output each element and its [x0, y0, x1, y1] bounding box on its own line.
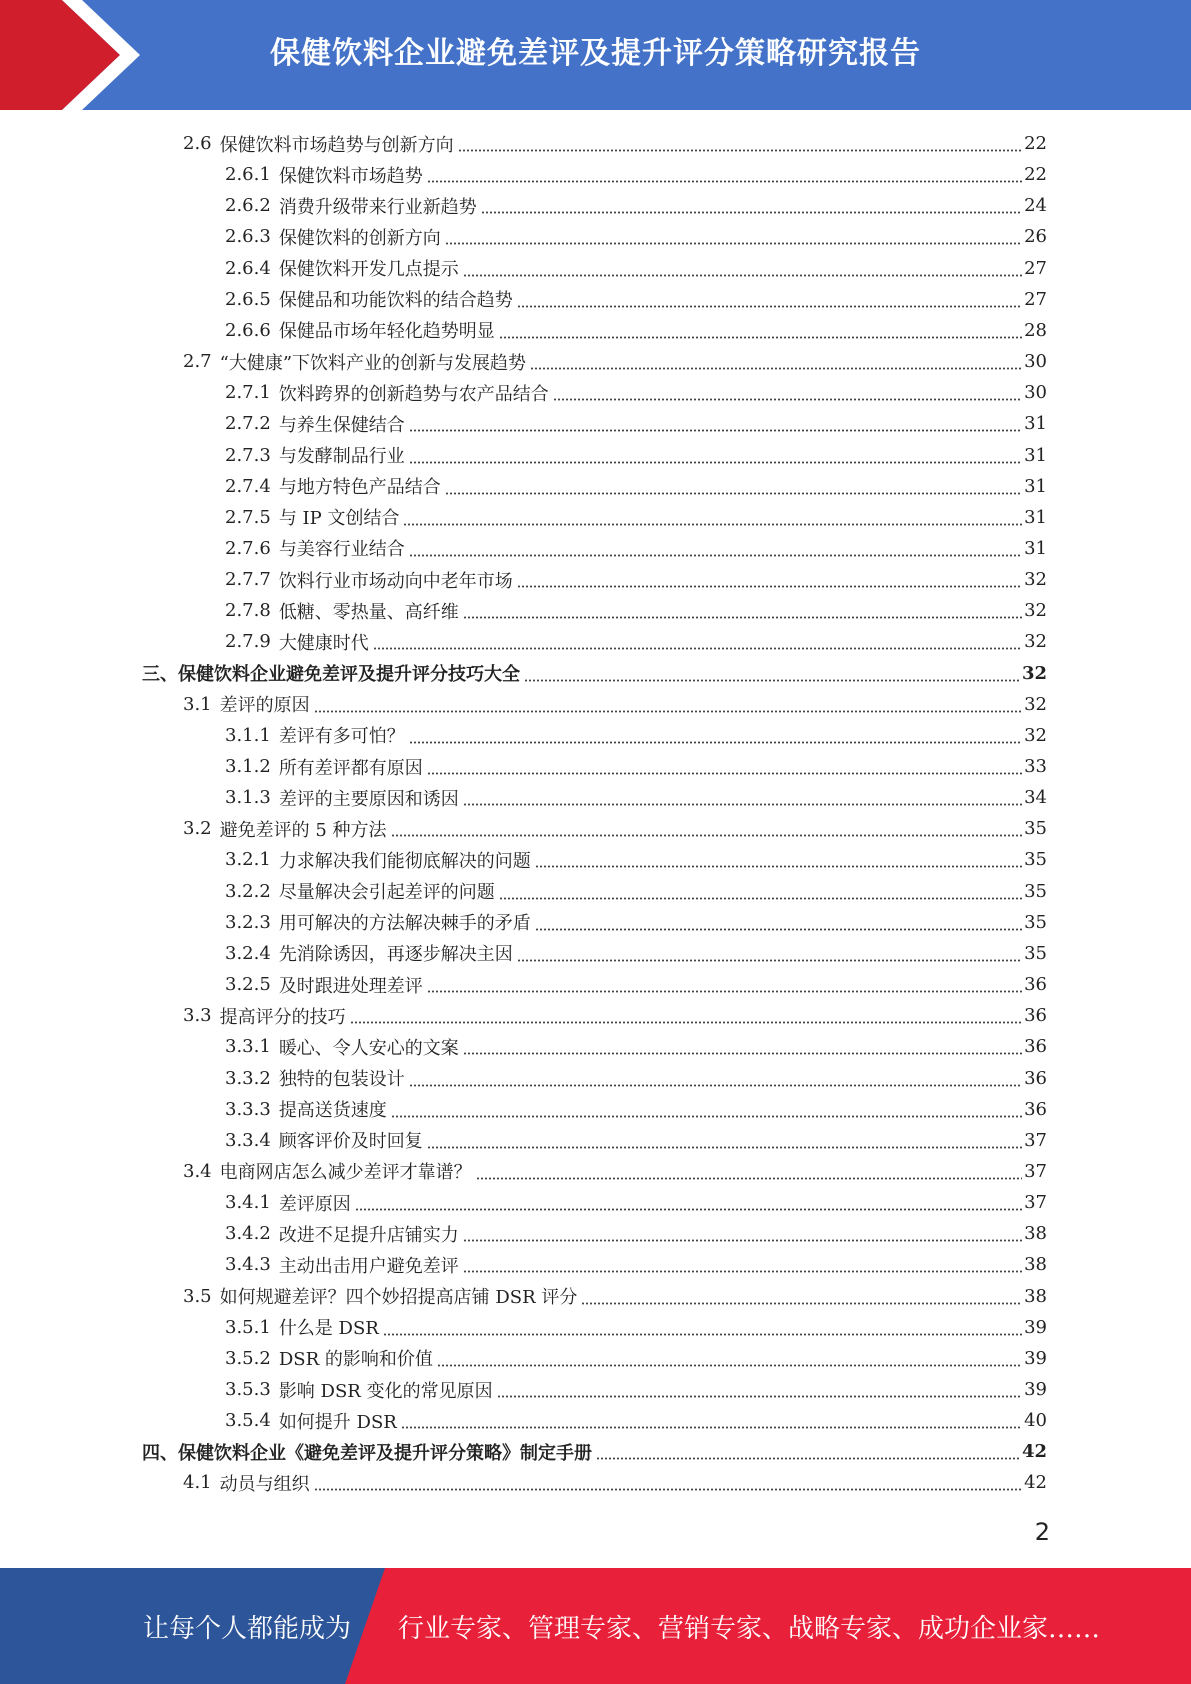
toc-dot-leader [350, 1006, 1022, 1024]
toc-dot-leader [437, 1349, 1022, 1367]
toc-entry-title: 差评有多可怕？ [278, 726, 405, 748]
toc-entry-page: 35 [1024, 911, 1047, 933]
toc-dot-leader [535, 913, 1022, 931]
toc-dot-leader [458, 134, 1022, 152]
toc-entry[interactable] [225, 969, 1047, 1000]
toc-entry-title: 保健饮料的创新方向 [278, 227, 441, 249]
toc-dot-leader [314, 1473, 1022, 1491]
toc-dot-leader [445, 227, 1022, 245]
toc-dot-leader [530, 352, 1022, 370]
toc-entry-title: 与美容行业结合 [278, 539, 405, 561]
toc-entry-title: 保健饮料市场趋势 [278, 165, 423, 187]
toc-entry[interactable] [225, 876, 1047, 907]
toc-dot-leader [463, 259, 1022, 277]
toc-entry[interactable] [225, 907, 1047, 938]
toc-entry-number: 3.5 [183, 1285, 212, 1307]
toc-entry-number: 2.6.5 [225, 288, 271, 310]
toc-entry-number: 2.6.1 [225, 164, 271, 186]
toc-entry-page: 37 [1024, 1129, 1047, 1151]
toc-dot-leader [409, 1069, 1022, 1087]
toc-entry-page: 42 [1021, 1441, 1047, 1463]
toc-entry-page: 22 [1024, 133, 1047, 154]
toc-entry-number: 2.7.7 [225, 569, 271, 591]
toc-entry-page: 32 [1024, 631, 1047, 653]
toc-entry-number: 3.3.1 [225, 1036, 271, 1058]
toc-entry[interactable] [225, 159, 1047, 190]
toc-entry-number: 2.7.5 [225, 506, 271, 528]
toc-entry[interactable] [225, 502, 1047, 533]
toc-entry-title: 提高送货速度 [278, 1100, 387, 1122]
toc-entry-number: 3.3.3 [225, 1098, 271, 1120]
toc-entry-title: 暖心、令人安心的文案 [278, 1037, 459, 1059]
toc-entry-page: 36 [1024, 1005, 1047, 1027]
toc-entry-title: 什么是 DSR [278, 1318, 379, 1340]
toc-entry-page: 37 [1024, 1160, 1047, 1182]
toc-entry-title: 用可解决的方法解决棘手的矛盾 [278, 913, 531, 935]
toc-entry-number: 3.5.2 [225, 1347, 271, 1369]
toc-entry-page: 27 [1024, 288, 1047, 310]
toc-entry-number: 4.1 [183, 1472, 212, 1494]
toc-dot-leader [427, 975, 1022, 993]
toc-entry-page: 33 [1024, 756, 1047, 777]
toc-entry-title: 独特的包装设计 [278, 1069, 405, 1090]
toc-entry-number: 2.6.4 [225, 257, 271, 279]
toc-entry[interactable] [183, 1156, 1047, 1187]
toc-dot-leader [499, 321, 1022, 339]
toc-entry-title: 消费升级带来行业新趋势 [278, 196, 477, 218]
toc-entry-title: 动员与组织 [219, 1473, 310, 1495]
toc-entry-page: 32 [1024, 600, 1047, 622]
toc-entry-page: 32 [1024, 724, 1047, 746]
toc-dot-leader [463, 1224, 1022, 1242]
toc-dot-leader [497, 1380, 1023, 1398]
toc-entry-page: 24 [1024, 195, 1047, 217]
toc-entry[interactable] [225, 1405, 1047, 1436]
toc-entry[interactable] [225, 720, 1047, 751]
toc-dot-leader [463, 1255, 1022, 1273]
toc-entry-title: 提高评分的技巧 [219, 1006, 346, 1028]
toc-entry[interactable] [225, 1094, 1047, 1125]
toc-entry[interactable] [225, 564, 1047, 595]
toc-entry-number: 3.2.1 [225, 849, 271, 871]
toc-entry-number: 3.1.3 [225, 787, 271, 809]
toc-entry[interactable] [225, 440, 1047, 471]
toc-entry-number: 3.3 [183, 1005, 212, 1027]
toc-entry[interactable] [225, 938, 1047, 969]
footer-slogan-left: 让每个人都能成为 [143, 1614, 352, 1644]
toc-entry-title: 如何提升 DSR [278, 1411, 397, 1433]
toc-entry-title: 及时跟进处理差评 [278, 975, 423, 997]
toc-entry[interactable] [225, 408, 1047, 439]
toc-entry[interactable] [225, 190, 1047, 221]
toc-entry-title: 力求解决我们能彻底解决的问题 [278, 850, 531, 872]
toc-entry[interactable] [225, 1249, 1047, 1280]
toc-entry[interactable] [225, 1031, 1047, 1062]
toc-dot-leader [391, 819, 1023, 837]
toc-entry-page: 31 [1024, 413, 1047, 435]
toc-entry-title: 与养生保健结合 [278, 414, 405, 436]
toc-dot-leader [535, 850, 1022, 868]
toc-entry[interactable] [225, 533, 1047, 564]
toc-entry[interactable] [225, 1312, 1047, 1343]
toc-entry-page: 42 [1024, 1472, 1047, 1494]
toc-dot-leader [476, 1162, 1022, 1180]
toc-dot-leader [517, 570, 1022, 588]
toc-entry[interactable] [183, 346, 1047, 377]
toc-entry-page: 35 [1024, 818, 1047, 840]
toc-entry-number: 3.3.4 [225, 1129, 271, 1151]
toc-entry-page: 36 [1024, 1067, 1047, 1089]
toc-entry-title: 电商网店怎么减少差评才靠谱？ [219, 1162, 472, 1184]
toc-entry-number: 3.2.4 [225, 942, 271, 964]
toc-entry[interactable] [225, 1374, 1047, 1405]
toc-entry[interactable] [225, 1187, 1047, 1218]
toc-entry-page: 37 [1024, 1192, 1047, 1214]
toc-entry-page: 35 [1024, 880, 1047, 902]
toc-entry-number: 3.5.3 [225, 1379, 271, 1400]
toc-dot-leader [391, 1100, 1022, 1118]
toc-entry-page: 28 [1024, 319, 1047, 341]
toc-entry-number: 2.6 [183, 133, 212, 154]
toc-dot-leader [553, 383, 1022, 401]
toc-dot-leader [445, 477, 1022, 495]
footer-slogan-right: 行业专家、管理专家、营销专家、战略专家、成功企业家…… [398, 1614, 1101, 1644]
toc-entry-title: 所有差评都有原因 [278, 757, 423, 779]
toc-entry-number: 2.7.1 [225, 382, 271, 404]
toc-entry-title: 饮料跨界的创新趋势与农产品结合 [278, 383, 549, 405]
toc-entry[interactable] [225, 751, 1047, 782]
toc-dot-leader [383, 1318, 1022, 1336]
toc-dot-leader [463, 788, 1022, 806]
toc-entry-page: 38 [1024, 1285, 1047, 1307]
toc-entry-number: 3.1.1 [225, 724, 271, 746]
toc-entry-page: 35 [1024, 942, 1047, 964]
page-footer [0, 1568, 1191, 1684]
toc-dot-leader [314, 695, 1022, 713]
toc-entry-title: 保健品和功能饮料的结合趋势 [278, 290, 513, 312]
toc-entry[interactable] [183, 1000, 1047, 1031]
toc-entry-page: 26 [1024, 226, 1047, 248]
toc-entry[interactable] [225, 595, 1047, 626]
toc-entry-title: 保健品市场年轻化趋势明显 [278, 321, 495, 343]
page-header [0, 0, 1191, 110]
toc-entry-title: 饮料行业市场动向中老年市场 [278, 570, 513, 592]
toc-dot-leader [427, 1131, 1022, 1149]
toc-entry-page: 38 [1024, 1254, 1047, 1276]
toc-dot-leader [409, 539, 1022, 557]
toc-dot-leader [463, 601, 1022, 619]
toc-entry-page: 31 [1024, 537, 1047, 559]
toc-entry[interactable] [225, 1125, 1047, 1156]
toc-entry-number: 2.6.2 [225, 195, 271, 217]
toc-entry-number: 2.7.8 [225, 600, 271, 622]
toc-entry[interactable] [225, 782, 1047, 813]
toc-entry-page: 39 [1024, 1347, 1047, 1369]
toc-entry-title: 与 IP 文创结合 [278, 508, 400, 530]
toc-dot-leader [524, 664, 1020, 682]
toc-entry-title: 差评的主要原因和诱因 [278, 788, 459, 810]
toc-entry-number: 2.6.6 [225, 319, 271, 341]
toc-dot-leader [427, 757, 1022, 775]
toc-entry-number: 2.7.2 [225, 413, 271, 435]
toc-dot-leader [427, 165, 1022, 183]
toc-entry[interactable] [225, 253, 1047, 284]
toc-dot-leader [409, 446, 1022, 464]
toc-entry-page: 34 [1024, 787, 1047, 809]
toc-entry[interactable] [225, 844, 1047, 875]
toc-entry[interactable] [225, 377, 1047, 408]
toc-entry[interactable] [225, 284, 1047, 315]
toc-entry-page: 38 [1024, 1223, 1047, 1245]
toc-entry-title: 顾客评价及时回复 [278, 1131, 423, 1153]
toc-entry[interactable] [225, 626, 1047, 657]
toc-dot-leader [463, 1037, 1022, 1055]
toc-entry-number: 2.7.9 [225, 631, 271, 653]
toc-entry[interactable] [183, 689, 1047, 720]
toc-entry-page: 40 [1024, 1410, 1047, 1432]
toc-entry-title: 保健饮料开发几点提示 [278, 259, 459, 281]
toc-entry-title: 保健饮料市场趋势与创新方向 [219, 134, 454, 156]
toc-entry-page: 32 [1024, 693, 1047, 715]
toc-entry-title: “大健康”下饮料产业的创新与发展趋势 [219, 352, 527, 374]
toc-entry-number: 2.6.3 [225, 226, 271, 248]
toc-dot-leader [499, 882, 1022, 900]
toc-entry-title: 改进不足提升店铺实力 [278, 1224, 459, 1246]
toc-entry-number: 3.5.4 [225, 1410, 271, 1432]
toc-entry-title: 大健康时代 [278, 632, 369, 654]
toc-entry-title: 主动出击用户避免差评 [278, 1255, 459, 1277]
toc-dot-leader [517, 290, 1022, 308]
toc-dot-leader [373, 632, 1022, 650]
report-title: 保健饮料企业避免差评及提升评分策略研究报告 [270, 36, 921, 71]
toc-dot-leader [401, 1411, 1022, 1429]
toc-entry-number: 3.4 [183, 1160, 212, 1182]
toc-dot-leader [481, 196, 1022, 214]
toc-entry-number: 3.2.2 [225, 880, 271, 902]
toc-entry-title: 先消除诱因，再逐步解决主因 [278, 944, 513, 966]
toc-entry[interactable] [142, 1436, 1047, 1467]
toc-entry-page: 36 [1024, 974, 1047, 996]
toc-entry-number: 3.3.2 [225, 1067, 271, 1089]
toc-entry-page: 39 [1024, 1379, 1047, 1400]
toc-entry-page: 35 [1024, 849, 1047, 871]
toc-entry-title: 如何规避差评？四个妙招提高店铺 DSR 评分 [219, 1287, 578, 1309]
toc-entry-title: 差评原因 [278, 1193, 351, 1215]
toc-entry-number: 3.5.1 [225, 1316, 271, 1338]
toc-entry-page: 30 [1024, 351, 1047, 373]
toc-entry-title: 避免差评的 5 种方法 [219, 819, 387, 841]
toc-dot-leader [517, 944, 1022, 962]
toc-entry-title: DSR 的影响和价值 [278, 1349, 433, 1371]
toc-entry-number: 2.7 [183, 351, 212, 373]
toc-entry[interactable] [225, 1343, 1047, 1374]
toc-entry-page: 31 [1024, 475, 1047, 497]
toc-entry-number: 2.7.4 [225, 475, 271, 497]
toc-entry-title: 与地方特色产品结合 [278, 477, 441, 499]
toc-entry-page: 39 [1024, 1316, 1047, 1338]
toc-entry-title: 四、保健饮料企业《避免差评及提升评分策略》制定手册 [142, 1442, 592, 1464]
toc-entry[interactable] [183, 128, 1047, 159]
toc-entry-page: 36 [1024, 1098, 1047, 1120]
toc-entry-page: 31 [1024, 506, 1047, 528]
toc-dot-leader [409, 414, 1022, 432]
toc-entry[interactable] [225, 471, 1047, 502]
toc-entry-page: 31 [1024, 444, 1047, 466]
toc-entry-number: 3.4.2 [225, 1223, 271, 1245]
toc-entry-title: 低糖、零热量、高纤维 [278, 601, 459, 623]
toc-entry[interactable] [183, 1467, 1047, 1498]
toc-entry-number: 3.1 [183, 693, 212, 715]
toc-entry-title: 三、保健饮料企业避免差评及提升评分技巧大全 [142, 664, 520, 686]
toc-entry-number: 3.2.5 [225, 974, 271, 996]
toc-entry-number: 3.4.3 [225, 1254, 271, 1276]
toc-entry-page: 32 [1024, 569, 1047, 591]
toc-entry-page: 27 [1024, 257, 1047, 279]
toc-entry-page: 32 [1021, 662, 1047, 684]
toc-dot-leader [355, 1193, 1022, 1211]
toc-entry-number: 3.2 [183, 818, 212, 840]
toc-dot-leader [581, 1287, 1022, 1305]
toc-entry-page: 30 [1024, 382, 1047, 404]
toc-entry[interactable] [225, 221, 1047, 252]
toc-entry-number: 2.7.3 [225, 444, 271, 466]
toc-dot-leader [409, 726, 1022, 744]
toc-entry-title: 尽量解决会引起差评的问题 [278, 882, 495, 904]
toc-entry-title: 与发酵制品行业 [278, 446, 405, 467]
toc-entry[interactable] [183, 813, 1047, 844]
toc-entry[interactable] [183, 1281, 1047, 1312]
toc-entry-title: 差评的原因 [219, 695, 310, 717]
toc-entry[interactable] [225, 1218, 1047, 1249]
toc-entry[interactable] [225, 315, 1047, 346]
toc-entry[interactable] [225, 1063, 1047, 1094]
toc-entry-number: 2.7.6 [225, 537, 271, 559]
page-number: 2 [1034, 1518, 1050, 1546]
toc-entry-page: 36 [1024, 1036, 1047, 1058]
toc-entry-number: 3.1.2 [225, 756, 271, 777]
toc-dot-leader [403, 508, 1022, 526]
toc-dot-leader [596, 1442, 1020, 1460]
toc-entry[interactable] [142, 658, 1047, 689]
toc-entry-number: 3.2.3 [225, 911, 271, 933]
toc-entry-title: 影响 DSR 变化的常见原因 [278, 1380, 493, 1402]
toc-entry-page: 22 [1024, 164, 1047, 186]
toc-entry-number: 3.4.1 [225, 1192, 271, 1214]
